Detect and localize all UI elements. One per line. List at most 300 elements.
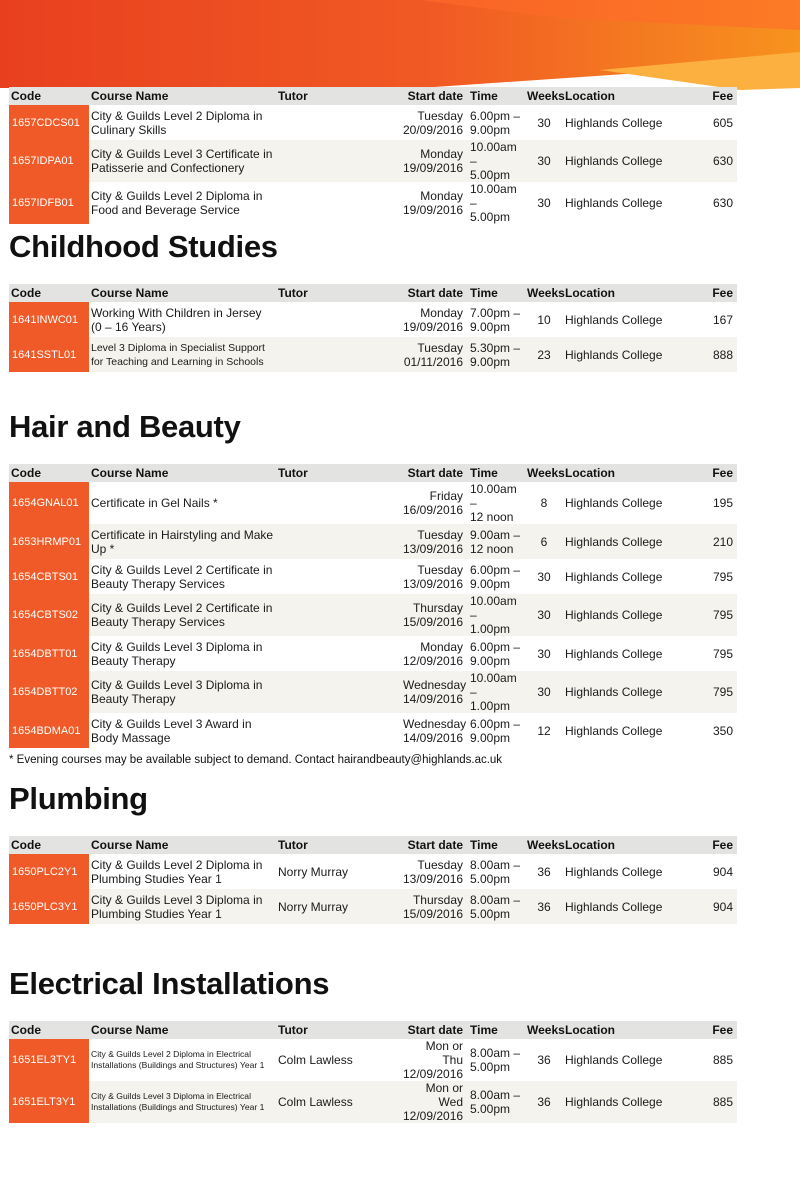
tutor-name	[276, 636, 401, 671]
header-fee: Fee	[683, 284, 737, 302]
header-start-date: Start date	[401, 284, 468, 302]
course-name-line-2: for Teaching and Learning in Schools	[91, 355, 264, 368]
weeks-count: 6	[525, 524, 563, 559]
start-date	[401, 1081, 468, 1123]
time-start: 8.00am –	[470, 1046, 521, 1060]
tutor-name: Colm Lawless	[276, 1039, 401, 1081]
table-row	[9, 524, 737, 559]
course-name	[89, 671, 276, 713]
header-row	[9, 836, 737, 854]
table-row	[9, 140, 737, 182]
header-start-date: Start date	[401, 87, 468, 105]
start-day: Wednesday	[403, 678, 467, 692]
time-end: 12 noon	[470, 541, 514, 556]
start-date-value: 14/09/2016	[403, 692, 464, 706]
start-date	[401, 140, 468, 182]
header-time: Time	[468, 836, 525, 854]
location: Highlands College	[563, 105, 683, 140]
time-end: 5.00pm	[470, 906, 511, 921]
time-start: 6.00pm –	[470, 108, 521, 123]
section-heading: Hair and Beauty	[9, 409, 241, 444]
course-time	[468, 1081, 525, 1123]
time-start: 8.00am –	[470, 1088, 521, 1102]
weeks-count: 30	[525, 671, 563, 713]
fee-amount: 630	[683, 182, 737, 224]
start-date-value: 12/09/2016	[403, 653, 464, 668]
course-name-line-2: Installations (Buildings and Structures) Year 1	[91, 1060, 265, 1070]
course-name-line-1: Working With Children in Jersey	[91, 305, 262, 320]
header-row	[9, 1021, 737, 1039]
course-name-line-1: City & Guilds Level 2 Diploma in	[91, 108, 263, 123]
location: Highlands College	[563, 524, 683, 559]
tutor-name	[276, 182, 401, 224]
time-start: 5.30pm –	[470, 340, 521, 355]
course-name-line-1: City & Guilds Level 3 Diploma in	[91, 678, 263, 692]
header-fee: Fee	[683, 1021, 737, 1039]
course-code: 1651EL3TY1	[9, 1039, 89, 1081]
time-end: 12 noon	[470, 510, 514, 524]
weeks-count: 36	[525, 1081, 563, 1123]
header-tutor: Tutor	[276, 836, 401, 854]
header-time: Time	[468, 464, 525, 482]
fee-amount: 885	[683, 1039, 737, 1081]
course-code: 1654GNAL01	[9, 482, 89, 524]
weeks-count: 30	[525, 182, 563, 224]
course-time	[468, 105, 525, 140]
course-code: 1641SSTL01	[9, 337, 89, 372]
weeks-count: 8	[525, 482, 563, 524]
time-start: 8.00am –	[470, 892, 521, 907]
course-table	[9, 464, 737, 748]
header-row	[9, 464, 737, 482]
time-start: 9.00am –	[470, 527, 521, 542]
start-date	[401, 482, 468, 524]
time-end: 1.00pm	[470, 622, 511, 636]
start-day: Monday	[420, 189, 463, 203]
header-start-date: Start date	[401, 1021, 468, 1039]
section-hair-and-beauty	[9, 410, 737, 766]
start-date-value: 13/09/2016	[403, 576, 464, 591]
course-code: 1657IDPA01	[9, 140, 89, 182]
time-end: 9.00pm	[470, 730, 511, 745]
tutor-name	[276, 302, 401, 337]
start-date-value: 19/09/2016	[403, 319, 464, 334]
footnote: * Evening courses may be available subject to demand. Contact hairandbeauty@highlands.ac.uk	[9, 754, 503, 766]
course-name	[89, 1039, 276, 1081]
location: Highlands College	[563, 671, 683, 713]
time-start: 10.00am –	[470, 140, 517, 168]
course-name-line-2: Beauty Therapy Services	[91, 576, 225, 591]
header-location: Location	[563, 1021, 683, 1039]
location: Highlands College	[563, 182, 683, 224]
header-course-name: Course Name	[89, 87, 276, 105]
course-name-line-2: Beauty Therapy	[91, 692, 176, 706]
start-day: Mon or Wed	[425, 1081, 463, 1109]
time-end: 5.00pm	[470, 168, 511, 182]
header-location: Location	[563, 284, 683, 302]
start-date	[401, 636, 468, 671]
course-name	[89, 594, 276, 636]
course-table	[9, 1021, 737, 1123]
start-date-value: 14/09/2016	[403, 730, 464, 745]
header-weeks: Weeks	[527, 1023, 565, 1037]
weeks-count: 10	[525, 302, 563, 337]
location: Highlands College	[563, 636, 683, 671]
table-row	[9, 854, 737, 889]
start-day: Wednesday	[403, 716, 467, 731]
tutor-name	[276, 594, 401, 636]
location: Highlands College	[563, 140, 683, 182]
start-date	[401, 854, 468, 889]
location: Highlands College	[563, 889, 683, 924]
tutor-name	[276, 713, 401, 748]
location: Highlands College	[563, 559, 683, 594]
location: Highlands College	[563, 854, 683, 889]
time-end: 9.00pm	[470, 576, 511, 591]
fee-amount: 885	[683, 1081, 737, 1123]
course-code: 1654BDMA01	[9, 713, 89, 748]
course-time	[468, 854, 525, 889]
location: Highlands College	[563, 713, 683, 748]
course-time	[468, 594, 525, 636]
header-tutor: Tutor	[276, 87, 401, 105]
tutor-name	[276, 105, 401, 140]
time-end: 1.00pm	[470, 699, 511, 713]
course-name-line-1: City & Guilds Level 2 Diploma in	[91, 857, 263, 872]
table-row	[9, 594, 737, 636]
location: Highlands College	[563, 302, 683, 337]
start-day: Tuesday	[417, 857, 463, 872]
course-name-line-1: City & Guilds Level 3 Diploma in	[91, 892, 263, 907]
course-name	[89, 559, 276, 594]
table-row	[9, 1039, 737, 1081]
location: Highlands College	[563, 594, 683, 636]
location: Highlands College	[563, 337, 683, 372]
header-tutor: Tutor	[276, 464, 401, 482]
course-name-line-1: City & Guilds Level 2 Diploma in	[91, 189, 263, 203]
start-date	[401, 594, 468, 636]
course-code: 1641INWC01	[9, 302, 89, 337]
course-name	[89, 854, 276, 889]
header-code: Code	[9, 87, 89, 105]
course-time	[468, 636, 525, 671]
course-name	[89, 105, 276, 140]
header-course-name: Course Name	[89, 464, 276, 482]
start-date	[401, 559, 468, 594]
weeks-count: 30	[525, 636, 563, 671]
tutor-name	[276, 524, 401, 559]
course-name-line-1: Certificate in Hairstyling and Make	[91, 527, 274, 542]
header-course-name: Course Name	[89, 284, 276, 302]
course-code: 1650PLC3Y1	[9, 889, 89, 924]
course-name-line-1: Level 3 Diploma in Specialist Support	[91, 341, 265, 354]
fee-amount: 795	[683, 671, 737, 713]
header-course-name: Course Name	[89, 836, 276, 854]
header-fee: Fee	[683, 87, 737, 105]
course-name	[89, 337, 276, 372]
start-day: Monday	[420, 639, 463, 654]
fee-amount: 904	[683, 854, 737, 889]
section-childhood-studies	[9, 230, 737, 372]
course-name-line-2: Patisserie and Confectionery	[91, 161, 245, 175]
start-date-value: 13/09/2016	[403, 541, 464, 556]
start-day: Monday	[420, 305, 463, 320]
course-time	[468, 337, 525, 372]
header-weeks: Weeks	[527, 466, 565, 480]
time-start: 6.00pm –	[470, 716, 521, 731]
course-name-line-1: City & Guilds Level 3 Diploma in	[91, 639, 263, 654]
start-date-value: 20/09/2016	[403, 122, 464, 137]
tutor-name	[276, 337, 401, 372]
course-code: 1653HRMP01	[9, 524, 89, 559]
fee-amount: 630	[683, 140, 737, 182]
table-row	[9, 1081, 737, 1123]
course-name-line-2: Beauty Therapy	[91, 653, 176, 668]
start-day: Tuesday	[417, 108, 463, 123]
tutor-name	[276, 482, 401, 524]
table-row	[9, 482, 737, 524]
start-date-value: 01/11/2016	[403, 354, 463, 369]
fee-amount: 210	[683, 524, 737, 559]
header-tutor: Tutor	[276, 1021, 401, 1039]
weeks-count: 30	[525, 559, 563, 594]
start-date	[401, 1039, 468, 1081]
course-name-line-1: City & Guilds Level 2 Diploma in Electrical	[91, 1049, 251, 1059]
time-start: 10.00am –	[470, 482, 517, 510]
start-date	[401, 182, 468, 224]
decorative-banner	[0, 0, 800, 100]
course-name-line-2: Plumbing Studies Year 1	[91, 906, 222, 921]
header-location: Location	[563, 836, 683, 854]
time-start: 10.00am –	[470, 594, 517, 622]
start-day: Tuesday	[417, 340, 463, 355]
time-start: 6.00pm –	[470, 639, 521, 654]
table-row	[9, 636, 737, 671]
course-name-line-1: City & Guilds Level 3 Award in	[91, 716, 252, 731]
course-name-line-2: Plumbing Studies Year 1	[91, 871, 222, 886]
header-weeks: Weeks	[527, 89, 565, 103]
time-start: 7.00pm –	[470, 305, 521, 320]
section-culinary	[9, 87, 737, 224]
weeks-count: 36	[525, 854, 563, 889]
start-date-value: 12/09/2016	[403, 1109, 464, 1123]
time-start: 8.00am –	[470, 857, 521, 872]
header-start-date: Start date	[401, 464, 468, 482]
start-date-value: 15/09/2016	[403, 906, 464, 921]
course-table	[9, 284, 737, 372]
weeks-count: 36	[525, 1039, 563, 1081]
time-end: 9.00pm	[470, 354, 511, 369]
course-name	[89, 1081, 276, 1123]
course-name-line-2: (0 – 16 Years)	[91, 319, 166, 334]
course-name-line-2: Installations (Buildings and Structures) Year 1	[91, 1102, 265, 1112]
course-time	[468, 713, 525, 748]
fee-amount: 795	[683, 559, 737, 594]
time-end: 9.00pm	[470, 319, 511, 334]
fee-amount: 195	[683, 482, 737, 524]
header-time: Time	[468, 87, 525, 105]
course-name-line-1: City & Guilds Level 3 Diploma in Electrical	[91, 1091, 251, 1101]
start-date-value: 12/09/2016	[403, 1067, 464, 1081]
header-start-date: Start date	[401, 836, 468, 854]
time-end: 5.00pm	[470, 1102, 511, 1116]
course-time	[468, 1039, 525, 1081]
course-name	[89, 889, 276, 924]
weeks-count: 36	[525, 889, 563, 924]
location: Highlands College	[563, 482, 683, 524]
fee-amount: 795	[683, 636, 737, 671]
section-heading: Electrical Installations	[9, 966, 330, 1001]
start-date	[401, 524, 468, 559]
course-name	[89, 713, 276, 748]
tutor-name: Colm Lawless	[276, 1081, 401, 1123]
course-name-line-2: Body Massage	[91, 730, 171, 745]
section-electrical-installations	[9, 967, 737, 1123]
weeks-count: 12	[525, 713, 563, 748]
header-weeks: Weeks	[527, 838, 565, 852]
table-row	[9, 889, 737, 924]
section-heading: Childhood Studies	[9, 229, 278, 264]
header-code: Code	[9, 836, 89, 854]
header-row	[9, 284, 737, 302]
section-plumbing	[9, 782, 737, 924]
start-date-value: 13/09/2016	[403, 871, 464, 886]
start-day: Tuesday	[417, 562, 463, 577]
fee-amount: 350	[683, 713, 737, 748]
course-name	[89, 636, 276, 671]
tutor-name	[276, 559, 401, 594]
start-day: Mon or Thu	[425, 1039, 463, 1067]
table-row	[9, 302, 737, 337]
fee-amount: 888	[683, 337, 737, 372]
fee-amount: 795	[683, 594, 737, 636]
course-code: 1651ELT3Y1	[9, 1081, 89, 1123]
course-code: 1657IDFB01	[9, 182, 89, 224]
start-date	[401, 713, 468, 748]
course-name	[89, 482, 276, 524]
table-row	[9, 105, 737, 140]
start-day: Tuesday	[417, 527, 463, 542]
course-name-line-1: City & Guilds Level 2 Certificate in	[91, 601, 273, 615]
header-location: Location	[563, 464, 683, 482]
tutor-name: Norry Murray	[276, 889, 401, 924]
start-day: Monday	[420, 147, 463, 161]
header-fee: Fee	[683, 464, 737, 482]
course-name-line-2: Up *	[91, 541, 115, 556]
time-end: 5.00pm	[470, 1060, 511, 1074]
start-day: Friday	[429, 489, 463, 503]
header-tutor: Tutor	[276, 284, 401, 302]
start-date-value: 19/09/2016	[403, 161, 464, 175]
course-time	[468, 482, 525, 524]
table-row	[9, 337, 737, 372]
start-date	[401, 337, 468, 372]
time-start: 10.00am –	[470, 671, 517, 699]
fee-amount: 605	[683, 105, 737, 140]
fee-amount: 167	[683, 302, 737, 337]
course-name	[89, 140, 276, 182]
start-date	[401, 105, 468, 140]
table-row	[9, 713, 737, 748]
header-row	[9, 87, 737, 105]
table-row	[9, 182, 737, 224]
course-code: 1657CDCS01	[9, 105, 89, 140]
time-end: 5.00pm	[470, 210, 511, 224]
weeks-count: 23	[525, 337, 563, 372]
time-end: 9.00pm	[470, 122, 511, 137]
course-time	[468, 182, 525, 224]
start-day: Thursday	[412, 601, 463, 615]
course-code: 1654CBTS01	[9, 559, 89, 594]
header-time: Time	[468, 284, 525, 302]
course-table	[9, 87, 737, 224]
course-name	[89, 302, 276, 337]
course-name-line-1: City & Guilds Level 2 Certificate in	[91, 562, 273, 577]
table-row	[9, 671, 737, 713]
course-code: 1654CBTS02	[9, 594, 89, 636]
course-name-line-2: Beauty Therapy Services	[91, 615, 225, 629]
location: Highlands College	[563, 1039, 683, 1081]
fee-amount: 904	[683, 889, 737, 924]
header-fee: Fee	[683, 836, 737, 854]
course-time	[468, 671, 525, 713]
time-end: 5.00pm	[470, 871, 511, 886]
section-heading: Plumbing	[9, 781, 148, 816]
start-date-value: 16/09/2016	[403, 503, 464, 517]
table-row	[9, 559, 737, 594]
course-code: 1654DBTT01	[9, 636, 89, 671]
header-code: Code	[9, 284, 89, 302]
course-name-line-1: Certificate in Gel Nails *	[91, 496, 218, 510]
course-time	[468, 524, 525, 559]
course-name-line-2: Food and Beverage Service	[91, 203, 240, 217]
start-date-value: 19/09/2016	[403, 203, 464, 217]
tutor-name: Norry Murray	[276, 854, 401, 889]
weeks-count: 30	[525, 105, 563, 140]
tutor-name	[276, 671, 401, 713]
header-time: Time	[468, 1021, 525, 1039]
header-location: Location	[563, 87, 683, 105]
start-date	[401, 671, 468, 713]
location: Highlands College	[563, 1081, 683, 1123]
course-code: 1654DBTT02	[9, 671, 89, 713]
header-weeks: Weeks	[527, 286, 565, 300]
weeks-count: 30	[525, 594, 563, 636]
course-time	[468, 302, 525, 337]
header-code: Code	[9, 464, 89, 482]
course-time	[468, 559, 525, 594]
time-start: 6.00pm –	[470, 562, 521, 577]
course-name-line-1: City & Guilds Level 3 Certificate in	[91, 147, 273, 161]
time-end: 9.00pm	[470, 653, 511, 668]
tutor-name	[276, 140, 401, 182]
weeks-count: 30	[525, 140, 563, 182]
header-code: Code	[9, 1021, 89, 1039]
course-name-line-2: Culinary Skills	[91, 122, 167, 137]
course-time	[468, 140, 525, 182]
start-date	[401, 302, 468, 337]
course-time	[468, 889, 525, 924]
course-code: 1650PLC2Y1	[9, 854, 89, 889]
course-name	[89, 182, 276, 224]
header-course-name: Course Name	[89, 1021, 276, 1039]
course-table	[9, 836, 737, 924]
start-date	[401, 889, 468, 924]
time-start: 10.00am –	[470, 182, 517, 210]
start-date-value: 15/09/2016	[403, 615, 464, 629]
course-name	[89, 524, 276, 559]
start-day: Thursday	[412, 892, 463, 907]
